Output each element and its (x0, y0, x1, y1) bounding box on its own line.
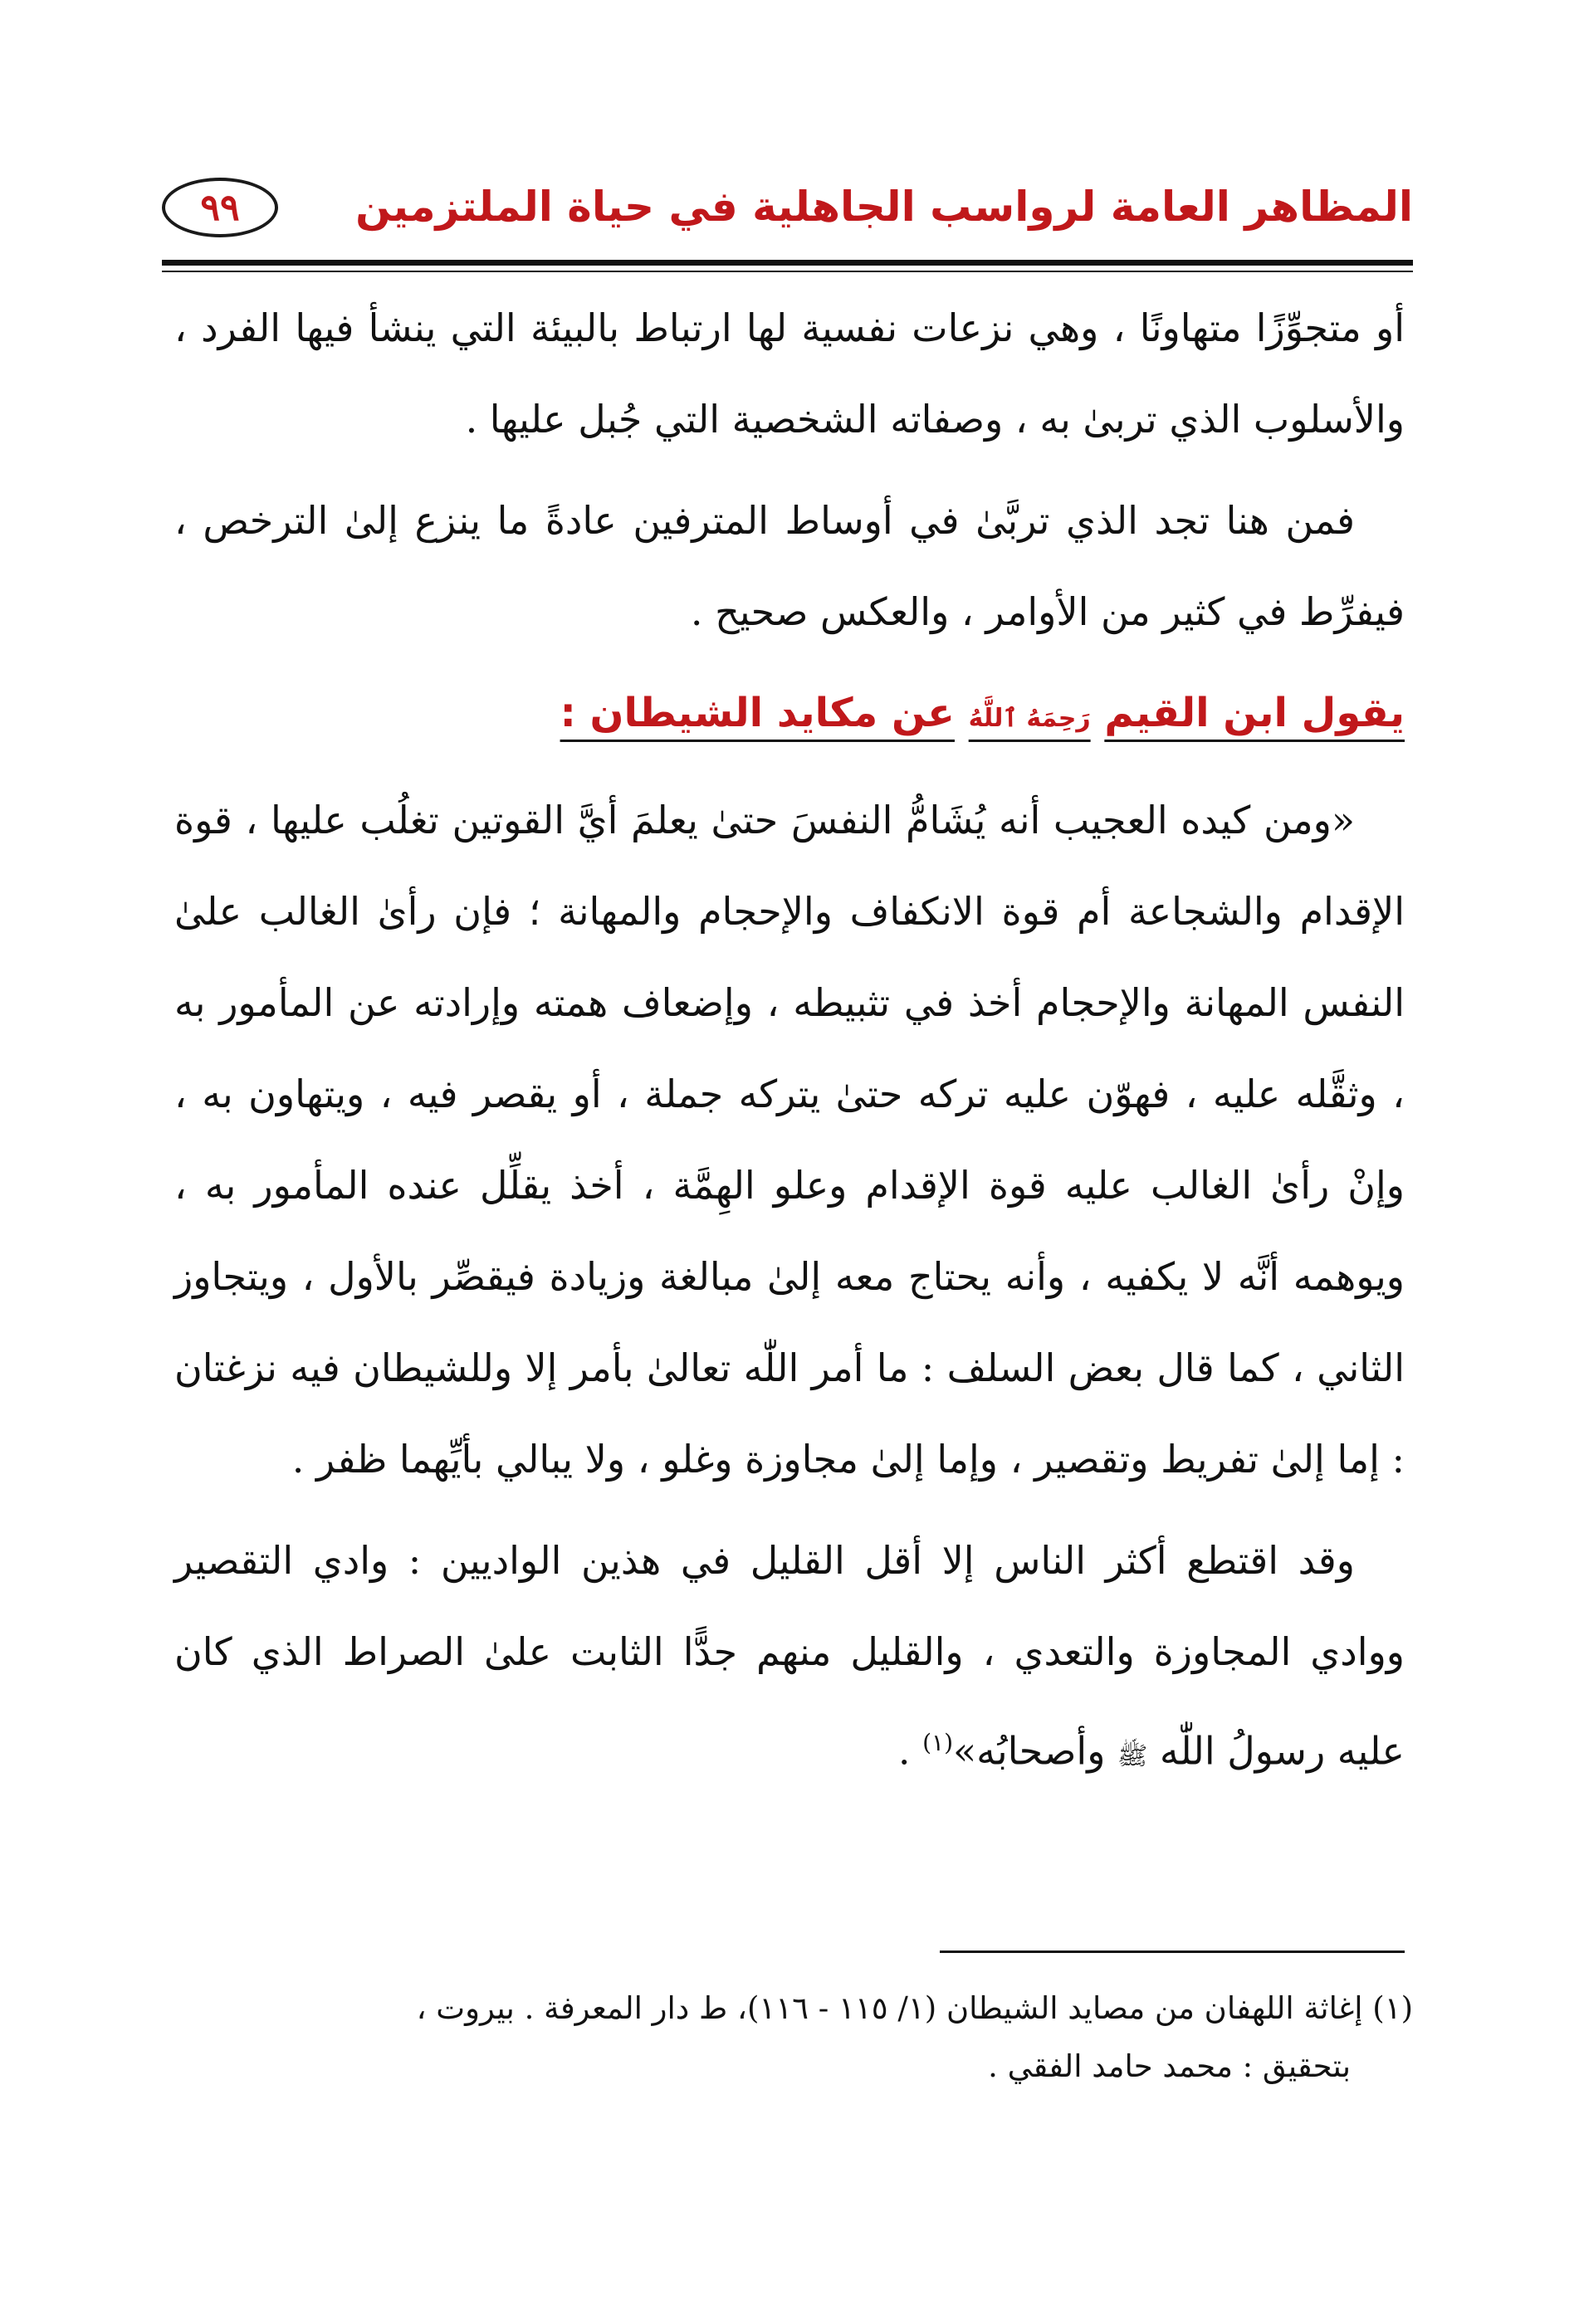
page-header (162, 166, 1413, 257)
footnote-1-line-2: بتحقيق : محمد حامد الفقي . (988, 2048, 1351, 2084)
footnotes (174, 1980, 1413, 2096)
paragraph-1: أو متجوِّزًا متهاونًا ، وهي نزعات نفسية لها ارتباط بالبيئة التي ينشأ فيها الفرد ، والأسلوب الذي تربىٰ به ، وصفاته الشخصية التي جُبل عليها . (174, 305, 1405, 442)
page-number: ٩٩ (200, 186, 240, 229)
closing-paragraph (174, 1515, 1405, 1802)
footnote-separator (940, 1950, 1405, 1953)
quote-paragraph: «ومن كيده العجيب أنه يُشَامُّ النفسَ حتىٰ يعلمَ أيَّ القوتين تغلُب عليها ، قوة الإقدام والشجاعة أم قوة الانكفاف والإحجام والمهانة ؛ فإن رأىٰ الغالب علىٰ النفس المهانة والإحجام أخذ في تثبيطه ، وإضعاف همته وإرادته عن المأمور به ، وثقَّله عليه ، فهوّن عليه تركه حتىٰ يتركه جملة ، أو يقصر فيه ، ويتهاون به ، وإنْ رأىٰ الغالب عليه قوة الإقدام وعلو الهِمَّة ، أخذ يقلِّل عنده المأمور به ، ويوهمه أنَّه لا يكفيه ، وأنه يحتاج معه إلىٰ مبالغة وزيادة فيقصِّر بالأول ، ويتجاوز الثاني ، كما قال بعض السلف : ما أمر اللّٰه تعالىٰ بأمر إلا وللشيطان فيه نزغتان : إما إلىٰ تفريط وتقصير ، وإما إلىٰ مجاوزة وغلو ، ولا يبالي بأيِّهما ظفر . (174, 798, 1405, 1482)
heading-start: يقول ابن القيم (1104, 690, 1405, 736)
section-heading-underlined (560, 690, 1405, 736)
footnote-reference: (١) (922, 1729, 954, 1756)
paragraph-2: فمن هنا تجد الذي تربَّىٰ في أوساط المترفين عادةً ما ينزع إلىٰ الترخص ، فيفرِّط في كثير من الأوامر ، والعكس صحيح . (174, 498, 1405, 634)
closing-tail: . (897, 1728, 911, 1774)
closing-end: وأصحابُه» (953, 1728, 1106, 1774)
header-rule-thick (162, 260, 1413, 266)
heading-honorific: رَحِمَهُ ٱللَّهُ (968, 704, 1091, 733)
heading-end: عن مكايد الشيطان : (560, 690, 955, 736)
running-title: المظاهر العامة لرواسب الجاهلية في حياة الملتزمين (355, 183, 1413, 231)
closing-start: وقد اقتطع أكثر الناس إلا أقل القليل في هذين الواديين : وادي التقصير ووادي المجاوزة والتعدي ، والقليل منهم جدًّا الثابت علىٰ الصراط الذي كان عليه رسولُ اللّٰه (174, 1538, 1405, 1774)
main-text (174, 282, 1405, 1802)
header-rule-thin (162, 271, 1413, 272)
closing-honorific: ﷺ (1117, 1741, 1148, 1771)
section-heading (174, 667, 1405, 764)
page-number-badge (162, 178, 278, 237)
footnote-1-line-1: (١) إغاثة اللهفان من مصايد الشيطان (١/ ١١٥ - ١١٦)، ط دار المعرفة . بيروت ، (416, 1990, 1413, 2026)
